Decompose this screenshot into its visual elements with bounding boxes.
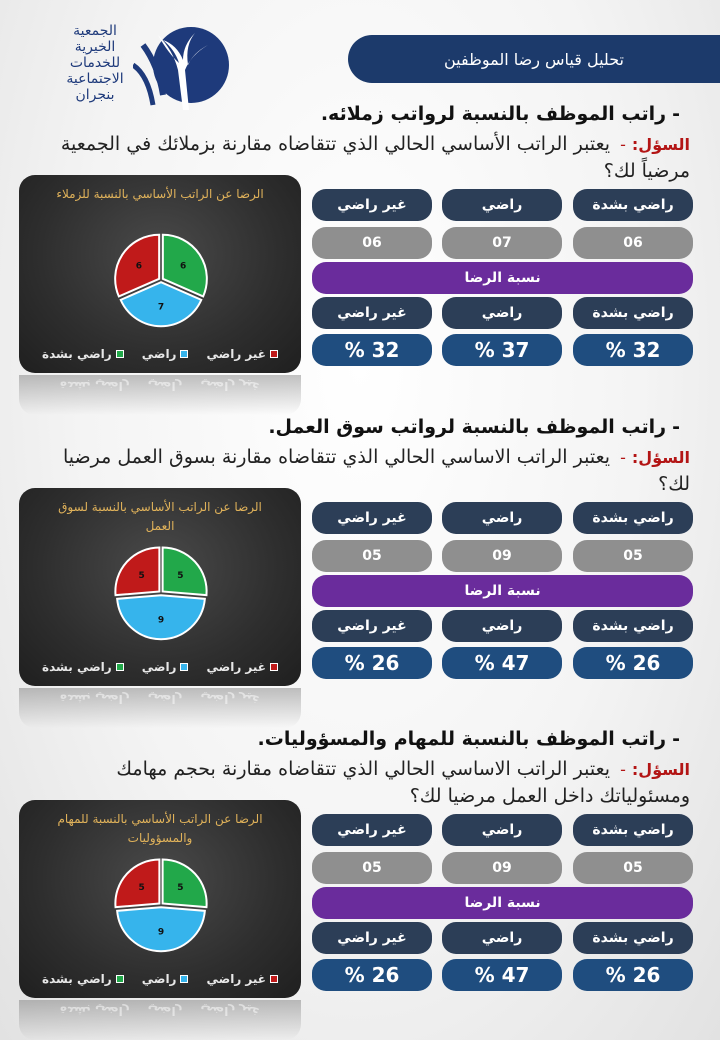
header-satisfied: راضي [442,189,562,221]
legend-satisfied: راضي [142,347,189,361]
chart-legend [19,347,301,361]
chart-reflection: غير راضي راضي راضي بشدة [19,688,301,728]
header-very-satisfied: راضي بشدة [573,922,693,954]
legend-swatch [270,350,278,358]
percent-very-satisfied: 26 % [573,647,693,679]
chart-title: الرضا عن الراتب الأساسي بالنسبة للمهام والمسؤوليات [57,812,263,845]
question-text: السؤل: - يعتبر الراتب الأساسي الحالي الذي تتقاضاه مقارنة بزملائك في الجمعية مرضياً لك؟ [60,133,690,182]
chart-title: الرضا عن الراتب الأساسي بالنسبة للزملاء [56,187,264,201]
count-very-satisfied: 05 [573,540,693,572]
question-label: السؤل: [631,135,690,154]
legend-not-satisfied: غير راضي [206,972,278,986]
legend-swatch [270,975,278,983]
chart-legend [19,972,301,986]
chart-legend [19,660,301,674]
legend-very-satisfied: راضي بشدة [42,660,124,674]
question-text: السؤل: - يعتبر الراتب الاساسي الحالي الذي تتقاضاه مقارنة بحجم مهامك ومسئولياتك داخل العمل مرضيا لك؟ [116,758,690,807]
percent-very-satisfied: 26 % [573,959,693,991]
chart-reflection: غير راضي راضي راضي بشدة [19,375,301,415]
header-satisfied: راضي [442,610,562,642]
pie-slice-very-satisfied [163,860,207,908]
header-not-satisfied: غير راضي [312,610,432,642]
pie-chart [111,543,211,643]
satisfaction-rate-header: نسبة الرضا [312,887,693,919]
section-title: -راتب الموظف بالنسبة لرواتب زملائه. [320,103,680,125]
pie-data-label: 6 [135,261,143,272]
pie-data-label: 9 [157,927,165,938]
logo-text: الجمعية الخيرية للخدمات الاجتماعية بنجران [66,23,124,103]
pie-data-label: 5 [177,883,184,894]
header-very-satisfied: راضي بشدة [573,189,693,221]
count-very-satisfied: 06 [573,227,693,259]
percent-satisfied: 47 % [442,959,562,991]
pie-data-label: 5 [138,883,145,894]
header-very-satisfied: راضي بشدة [573,814,693,846]
header-satisfied: راضي [442,922,562,954]
header-not-satisfied: غير راضي [312,814,432,846]
header-not-satisfied: غير راضي [312,189,432,221]
question-text: السؤل: - يعتبر الراتب الاساسي الحالي الذي تتقاضاه مقارنة بسوق العمل مرضيا لك؟ [63,446,690,495]
legend-swatch [116,663,124,671]
pie-chart [111,230,211,330]
legend-satisfied: راضي [142,660,189,674]
legend-very-satisfied: راضي بشدة [42,972,124,986]
legend-satisfied: راضي [142,972,189,986]
pie-chart-card [19,175,301,373]
count-not-satisfied: 05 [312,852,432,884]
section-title: -راتب الموظف بالنسبة لرواتب سوق العمل. [268,416,680,438]
legend-swatch [116,350,124,358]
count-very-satisfied: 05 [573,852,693,884]
pie-chart-card [19,800,301,998]
pie-chart [111,855,211,955]
legend-not-satisfied: غير راضي [206,660,278,674]
percent-satisfied: 47 % [442,647,562,679]
pie-data-label: 9 [157,615,165,626]
percent-not-satisfied: 26 % [312,647,432,679]
header-satisfied: راضي [442,502,562,534]
pie-data-label: 7 [157,302,165,313]
legend-swatch [270,663,278,671]
header-satisfied: راضي [442,297,562,329]
percent-not-satisfied: 32 % [312,334,432,366]
header-satisfied: راضي [442,814,562,846]
legend-swatch [180,663,188,671]
legend-swatch [180,975,188,983]
section-title: -راتب الموظف بالنسبة للمهام والمسؤوليات. [257,728,680,750]
organization-logo [55,15,235,125]
count-not-satisfied: 06 [312,227,432,259]
pie-slice-not-satisfied [115,860,159,908]
satisfaction-rate-header: نسبة الرضا [312,575,693,607]
count-not-satisfied: 05 [312,540,432,572]
count-satisfied: 09 [442,852,562,884]
chart-reflection: غير راضي راضي راضي بشدة [19,1000,301,1040]
page-title-banner [348,35,720,83]
pie-data-label: 5 [138,571,145,582]
chart-title: الرضا عن الراتب الأساسي بالنسبة لسوق العمل [58,500,262,533]
header-not-satisfied: غير راضي [312,502,432,534]
header-very-satisfied: راضي بشدة [573,502,693,534]
legend-not-satisfied: غير راضي [206,347,278,361]
count-satisfied: 07 [442,227,562,259]
legend-swatch [180,350,188,358]
question-label: السؤل: [631,448,690,467]
pie-slice-not-satisfied [115,548,159,596]
satisfaction-rate-header: نسبة الرضا [312,262,693,294]
question-label: السؤل: [631,760,690,779]
page-title: تحليل قياس رضا الموظفين [443,49,625,69]
pie-slice-very-satisfied [163,548,207,596]
percent-very-satisfied: 32 % [573,334,693,366]
pie-data-label: 6 [179,261,187,272]
percent-not-satisfied: 26 % [312,959,432,991]
header-not-satisfied: غير راضي [312,922,432,954]
palm-logo-icon [133,15,233,115]
header-not-satisfied: غير راضي [312,297,432,329]
percent-satisfied: 37 % [442,334,562,366]
header-very-satisfied: راضي بشدة [573,297,693,329]
header-very-satisfied: راضي بشدة [573,610,693,642]
pie-chart-card [19,488,301,686]
legend-very-satisfied: راضي بشدة [42,347,124,361]
count-satisfied: 09 [442,540,562,572]
legend-swatch [116,975,124,983]
pie-data-label: 5 [177,571,184,582]
